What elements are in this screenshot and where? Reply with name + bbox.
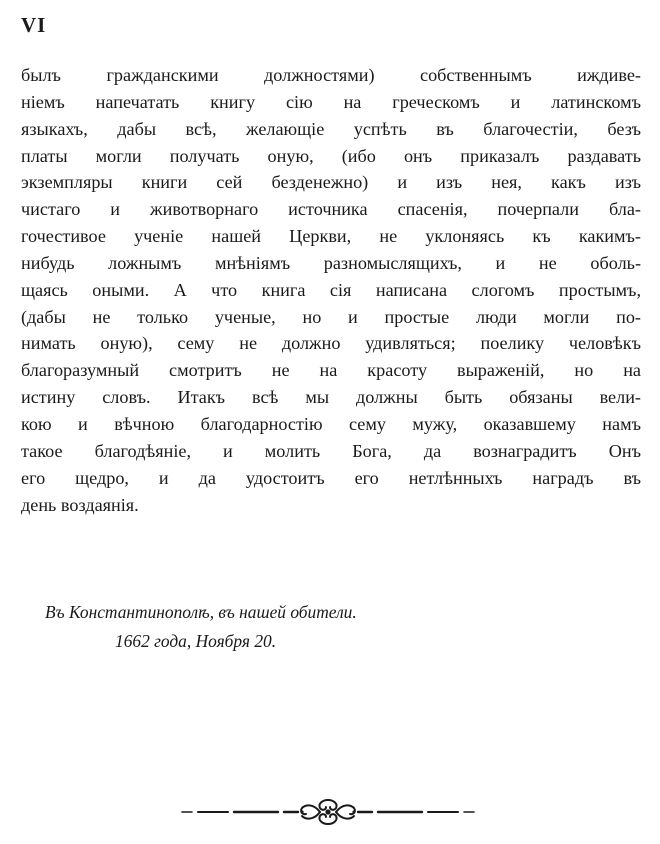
- body-line: такое благодѣяніе, и молить Бога, да вознаградитъ Онъ: [21, 440, 641, 461]
- body-line: нимать оную), сему не должно удивляться; поелику человѣкъ: [21, 333, 641, 354]
- body-line: гочестивое ученіе нашей Церкви, не уклоняясь къ какимъ-: [21, 226, 641, 247]
- body-text: [21, 62, 641, 518]
- body-line: (дабы не только ученые, но и простые люди могли по-: [21, 306, 641, 327]
- body-line: платы могли получать оную, (ибо онъ приказалъ раздавать: [21, 145, 641, 166]
- signature-date: 1662 года, Ноября 20.: [115, 631, 277, 651]
- body-line: ніемъ напечатать книгу сію на греческомъ и латинскомъ: [21, 91, 641, 112]
- body-line: щаясь оными. А что книга сія написана слогомъ простымъ,: [21, 279, 641, 300]
- body-line: день воздаянія.: [21, 494, 139, 515]
- body-line: благоразумный смотритъ не на красоту выраженій, но на: [21, 360, 641, 381]
- signature: [45, 598, 357, 656]
- decorative-fleuron-icon: [178, 794, 478, 830]
- body-line: экземпляры книги сей безденежно) и изъ нея, какъ изъ: [21, 172, 641, 193]
- body-line: его щедро, и да удостоитъ его нетлѣнныхъ наградъ въ: [21, 467, 641, 488]
- body-line: кою и вѣчною благодарностію сему мужу, оказавшему намъ: [21, 413, 641, 434]
- body-line: языкахъ, дабы всѣ, желающіе успѣть въ благочестіи, безъ: [21, 118, 641, 139]
- page-number: VI: [21, 13, 47, 37]
- body-line: нибудь ложнымъ мнѣніямъ разномыслящихъ, и не оболь-: [21, 252, 641, 273]
- signature-place: Въ Константинополѣ, въ нашей обители.: [45, 602, 357, 622]
- body-line: истину словъ. Итакъ всѣ мы должны быть обязаны вели-: [21, 387, 641, 408]
- body-line: чистаго и животворнаго источника спасенія, почерпали бла-: [21, 199, 641, 220]
- body-line: былъ гражданскими должностями) собственнымъ иждиве-: [21, 65, 641, 85]
